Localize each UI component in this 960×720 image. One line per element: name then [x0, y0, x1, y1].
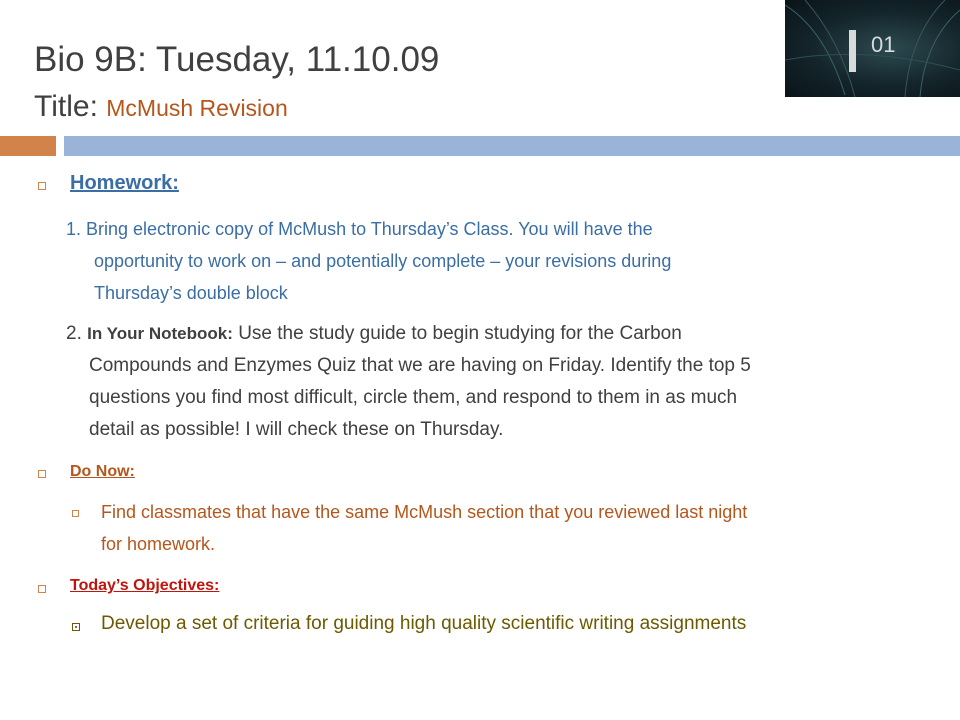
homework-item2-number: 2. [66, 323, 82, 344]
slide-subtitle [34, 90, 288, 124]
bullet-do-now-item [72, 510, 79, 517]
subtitle-label: Title [34, 90, 90, 123]
corner-image-graphic [785, 0, 960, 97]
do-now-line1: Find classmates that have the same McMush section that you reviewed last night [101, 502, 748, 522]
subtitle-colon: : [89, 90, 98, 123]
objectives-item1: Develop a set of criteria for guiding high quality scientific writing assignments [101, 613, 747, 634]
homework-item2-line1 [66, 323, 682, 345]
homework-item2-line3: questions you find most difficult, circle them, and respond to them in as much [89, 387, 738, 408]
accent-bar-orange [0, 136, 56, 156]
slide-title: Bio 9B: Tuesday, 11.10.09 [34, 40, 440, 79]
accent-bar-blue [64, 136, 960, 156]
objectives-heading: Today’s Objectives: [70, 577, 220, 594]
homework-item2-line1-rest: Use the study guide to begin studying for the Carbon [238, 323, 682, 344]
bullet-homework [38, 182, 46, 190]
homework-item2-line2: Compounds and Enzymes Quiz that we are having on Friday. Identify the top 5 [89, 355, 751, 376]
do-now-line2: for homework. [101, 534, 216, 554]
homework-item2-label: In Your Notebook: [87, 324, 233, 343]
bullet-objectives [38, 585, 46, 593]
homework-item2-line4: detail as possible! I will check these on Thursday. [89, 419, 504, 440]
subtitle-value: McMush Revision [106, 95, 288, 121]
homework-heading: Homework: [70, 172, 179, 194]
homework-item1-line3: Thursday’s double block [94, 283, 288, 303]
corner-image [785, 0, 960, 97]
corner-image-text: 01 [871, 32, 896, 57]
do-now-heading: Do Now: [70, 463, 135, 480]
bullet-do-now [38, 470, 46, 478]
homework-item1-line2: opportunity to work on – and potentially complete – your revisions during [94, 251, 672, 271]
bullet-objectives-item [72, 623, 80, 631]
homework-item1-line1: 1. Bring electronic copy of McMush to Thursday’s Class. You will have the [66, 219, 653, 239]
